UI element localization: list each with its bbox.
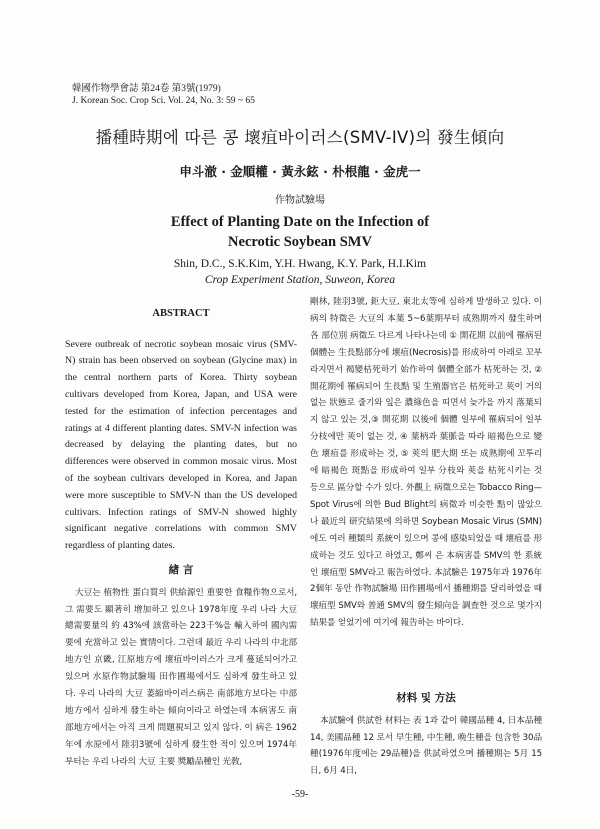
intro-text: 大豆는 植物性 蛋白質의 供給源인 重要한 食糧作物으로서, 그 需要도 顯著히 增加하고 있으나 1978年度 우리 나라 大豆 總需要量의 約 43%에 該當하는 223千%을 輸入하여 國內需要에 充當하고 있는 實情이다. 그런데 最近 우리 나라의 中北部地方인 京畿, 江原地方에 壞疽바이러스가 크게 蔓延되어가고 있으며 水原作物試驗場 田作圃場에서도 심하게 發生하고 있다. 우리 나라의 大豆 萎縮바이러스病은 南部地方보다는 中部地方에서 심하게 發生하는 傾向이라고 하였는데 本病害도 南部地方에서는 아직 크게 問題視되고 있지 않다. 이 病은 1962年에 水原에서 陸羽3號에 심하게 發生한 적이 있으며 1974年부터는 우리 나라의 大豆 主要 獎勵品種인 光敎, bbox=[65, 587, 297, 767]
page-number: -59- bbox=[291, 789, 309, 800]
abstract-heading: ABSTRACT bbox=[152, 308, 210, 319]
methods-text: 本試驗에 供試한 材料는 表 1과 같이 韓國品種 4, 日本品種 14, 美國品種 12 로서 早生種, 中生種, 晩生種을 包含한 30品種(1976年度에는 29品種)을 供試하였으며 播種期는 5月 15日, 6月 4日, bbox=[310, 715, 542, 777]
english-title-line1: Effect of Planting Date on the Infection of bbox=[170, 214, 430, 230]
journal-citation bbox=[72, 83, 255, 107]
english-title-line2: Necrotic Soybean SMV bbox=[228, 234, 372, 250]
korean-authors: 申斗澈 · 金順權 · 黃永鉉 · 朴根龍 · 金虎一 bbox=[179, 164, 421, 179]
korean-title: 播種時期에 따른 콩 壞疽바이러스(SMV-IV)의 發生傾向 bbox=[95, 128, 505, 147]
abstract-section bbox=[65, 306, 297, 555]
right-column-top bbox=[310, 294, 542, 632]
english-institution: Crop Experiment Station, Suweon, Korea bbox=[204, 274, 396, 286]
journal-citation-korean: 韓國作物學會誌 第24卷 第3號(1979) bbox=[72, 84, 221, 94]
abstract-text: Severe outbreak of necrotic soybean mosaic virus (SMV-N) strain has been observed on soybean (Glycine max) in the central northern parts of Korea. Thirty soybean cultivars developed from Korea, Japan, and USA were tested for the estimation of infection percentages and ratings at 4 different planting dates. SMV-N infection was decreased by delaying the planting dates, but no differences were observed in common mosaic virus. Most of the soybean cultivars developed in Korea, and Japan were more susceptible to SMV-N than the US developed cultivars. Infection ratings of SMV-N showed highly significant negative correlations with common SMV regardless of planting dates. bbox=[65, 338, 297, 552]
intro-heading: 緖 言 bbox=[168, 564, 194, 576]
english-authors-block bbox=[0, 256, 600, 288]
methods-heading: 材料 및 方法 bbox=[396, 692, 456, 704]
english-authors: Shin, D.C., S.K.Kim, Y.H. Hwang, K.Y. Park, H.I.Kim bbox=[173, 258, 427, 270]
english-title bbox=[0, 212, 600, 252]
intro-continued-text: 剛林, 陸羽3號, 鉅大豆, 東北太等에 심하게 발생하고 있다. 이 病의 特徵은 大豆의 本葉 5~6葉期부터 成熟期까지 發生하며 各 部位別 病徵도 다르게 나타나는데 ① 開花期 以前에 罹病된 個體는 生長點部分에 壞疽(Necrosis)를 形成하여 아래로 꼬부라지면서 褐變枯死하기 始作하여 個體全部가 枯死하는 것, ② 開花期에 罹病되어 生長點 및 生殖器官은 枯死하고 莢이 거의 없는 狀態로 줄기와 잎은 濃綠色을 띠면서 늦가을 까지 落葉되지 않고 있는 것,③ 開花期 以後에 個體 일부에 罹病되어 일부 分枝에만 莢이 없는 것, ④ 葉柄과 葉脈을 따라 暗褐色으로 變色 壞疽를 形成하는 것, ⑤ 莢의 肥大期 또는 成熟期에 꼬투리에 暗褐色 斑點을 形成하여 일부 分枝와 莢을 枯死시키는 것 등으로 區分할 수가 있다. 外觀上 病徵으로는 Tobacco Ring—Spot Virus에 의한 Bud Blight의 病徵과 비슷한 點이 많았으나 最近의 研究結果에 의하면 Soybean Mosaic Virus (SMN)에도 여러 種類의 系統이 있으며 콩에 感染되었을 때 壞疽를 形成하는 것도 있다고 하였고, 鄭씨 은 本病害를 SMV의 한 系統인 壞疽型 SMV라고 報告하였다. 本試驗은 1975年과 1976年 2個年 동안 作物試驗場 田作圃場에서 播種期를 달리하였을 때 壞疽型 SMV와 普通 SMV의 發生傾向을 調査한 것으로 몇가지 結果를 얻었기에 여기에 報告하는 바이다. bbox=[310, 297, 542, 629]
korean-institution: 作物試驗場 bbox=[275, 195, 325, 206]
journal-citation-english: J. Korean Soc. Crop Sci. Vol. 24, No. 3: 59 ~ 65 bbox=[72, 96, 255, 106]
intro-section bbox=[65, 562, 297, 771]
methods-section bbox=[310, 690, 542, 780]
